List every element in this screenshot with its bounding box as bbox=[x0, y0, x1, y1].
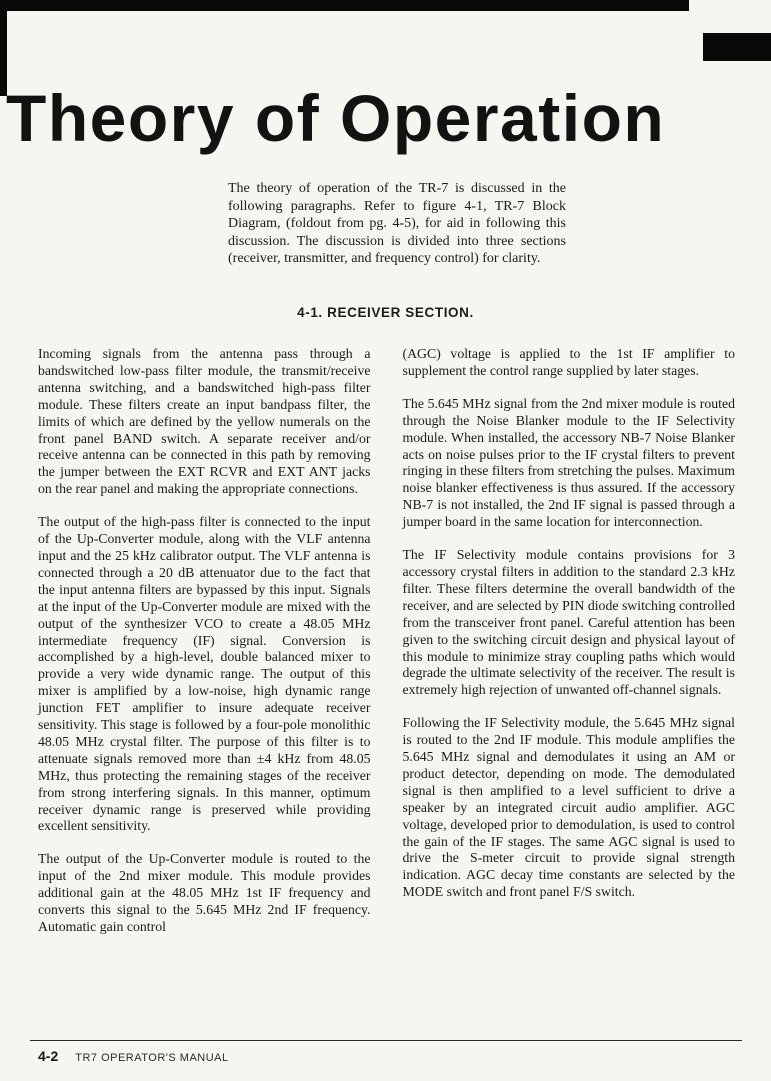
page-number: 4-2 bbox=[38, 1048, 59, 1064]
intro-paragraph: The theory of operation of the TR-7 is discussed in the following paragraphs. Refer to figure 4-1, TR-7 Block Diagram, (foldout from pg. 4-5), for aid in following this discussion. The discussion is divided into three sections (receiver, transmitter, and frequency control) for clarity. bbox=[228, 181, 566, 266]
body-paragraph: The output of the high-pass filter is connected to the input of the Up-Converter module, along with the VLF antenna input and the 25 kHz calibrator output. The VLF antenna is connected through a 20 dB attenuator due to the fact that the input antenna filters are bypassed by this input. Signals at the input of the Up-Converter module are mixed with the output of the synthesizer VCO to create a 48.05 MHz intermediate frequency (IF) signal. Conversion is accomplished by a high-level, double balanced mixer to provide a very wide dynamic range. The output of this mixer is amplified by a low-noise, high dynamic range junction FET amplifier to insure adequate receiver sensitivity. This stage is followed by a four-pole monolithic 48.05 MHz crystal filter. The purpose of this filter is to attenuate signals removed more than ±4 kHz from 48.05 MHz, thus protecting the remaining stages of the receiver from strong interfering signals. In this manner, optimum receiver dynamic range is preserved while providing excellent sensitivity. bbox=[38, 514, 371, 834]
body-columns bbox=[38, 346, 735, 936]
section-heading: 4-1. RECEIVER SECTION. bbox=[297, 305, 474, 320]
page-title: Theory of Operation bbox=[6, 81, 666, 155]
left-column bbox=[38, 346, 371, 936]
body-paragraph: (AGC) voltage is applied to the 1st IF amplifier to supplement the control range supplied by later stages. bbox=[402, 346, 735, 378]
scan-artifact-top-bar bbox=[0, 0, 689, 11]
body-paragraph: Following the IF Selectivity module, the 5.645 MHz signal is routed to the 2nd IF module. This module amplifies the 5.645 MHz signal and demodulates it using an AM or product detector, depending on mode. The demodulated signal is then amplified to a level sufficient to drive a speaker by an integrated circuit audio amplifier. AGC voltage, developed prior to demodulation, is used to control the gain of the IF stages. The same AGC signal is used to drive the S-meter circuit to provide signal strength indication. AGC decay time constants are selected by the MODE switch and front panel F/S switch. bbox=[402, 715, 735, 900]
manual-title: TR7 OPERATOR'S MANUAL bbox=[75, 1052, 229, 1064]
body-paragraph: The 5.645 MHz signal from the 2nd mixer module is routed through the Noise Blanker module to the IF Selectivity module. When installed, the accessory NB-7 Noise Blanker acts on noise pulses prior to the IF crystal filters to prevent ringing in these filters from stretching the pulses. Maximum noise blanker effectiveness is thus assured. If the accessory NB-7 is not installed, the 2nd IF signal is passed through a jumper board in the same location for interconnection. bbox=[402, 395, 735, 530]
body-paragraph: Incoming signals from the antenna pass through a bandswitched low-pass filter module, the transmit/receive antenna switching, and a bandswitched high-pass filter module. These filters create an input bandpass filter, the limits of which are defined by the yellow numerals on the front panel BAND switch. A separate receiver and/or receive antenna can be connected in this path by removing the jumper between the EXT RCVR and EXT ANT jacks on the rear panel and making the appropriate connections. bbox=[38, 346, 371, 497]
body-paragraph: The IF Selectivity module contains provisions for 3 accessory crystal filters in addition to the standard 2.3 kHz filter. These filters determine the overall bandwidth of the receiver, and are selected by PIN diode switching controlled from the transceiver front panel. Careful attention has been given to the switching circuit design and physical layout of this module to minimize stray coupling paths which would degrade the ultimate selectivity of the receiver. The result is extremely high rejection of unwanted off-channel signals. bbox=[402, 547, 735, 698]
footer-rule bbox=[30, 1040, 742, 1041]
body-paragraph: The output of the Up-Converter module is routed to the input of the 2nd mixer module. This module provides additional gain at the 48.05 MHz 1st IF frequency and converts this signal to the 5.645 MHz 2nd IF frequency. Automatic gain control bbox=[38, 851, 371, 934]
right-column bbox=[403, 346, 736, 936]
scan-artifact-corner-blob bbox=[703, 33, 771, 61]
footer bbox=[38, 1048, 229, 1064]
